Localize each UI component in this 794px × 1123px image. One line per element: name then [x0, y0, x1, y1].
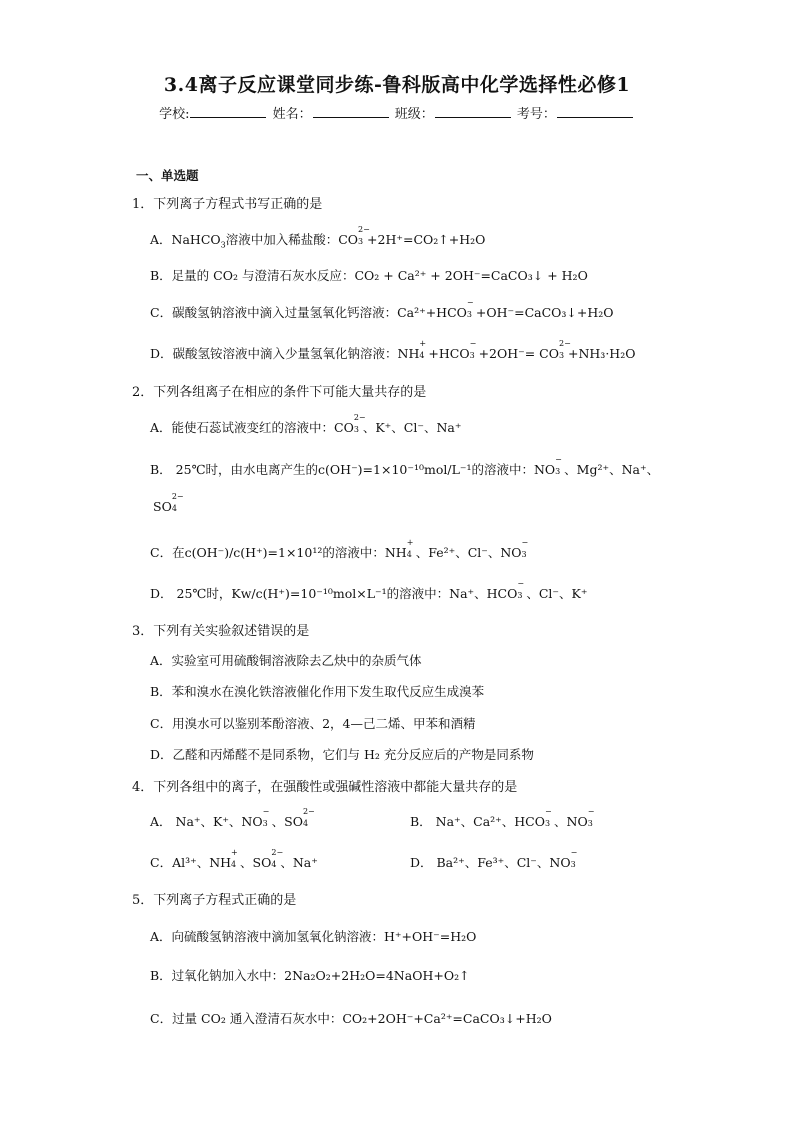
section-heading: 一、单选题: [136, 168, 199, 183]
question-4-option-d[interactable]: D． Ba²⁺、Fe³⁺、Cl⁻、NO − 3: [410, 848, 578, 870]
question-1-option-d[interactable]: D．碳酸氢铵溶液中滴入少量氢氧化钠溶液：NH + 4 +HCO − 3 +2OH⁻= CO 2− 3 +NH₃·H₂O: [150, 339, 636, 361]
question-2-option-a[interactable]: A．能使石蕊试液变红的溶液中：CO 2− 3 、K⁺、Cl⁻、Na⁺: [150, 413, 462, 435]
question-4-stem: 4．下列各组中的离子，在强酸性或强碱性溶液中都能大量共存的是: [132, 780, 518, 795]
question-5-stem: 5．下列离子方程式正确的是: [132, 893, 297, 908]
question-1-option-c[interactable]: C．碳酸氢钠溶液中滴入过量氢氧化钙溶液：Ca²⁺+HCO − 3 +OH⁻=CaCO₃↓+H₂O: [150, 298, 614, 320]
question-1-option-b[interactable]: B．足量的 CO₂ 与澄清石灰水反应：CO₂ + Ca²⁺ + 2OH⁻=CaCO₃↓ + H₂O: [150, 268, 588, 283]
question-2-option-b-line-2: SO 2− 4: [153, 492, 184, 514]
question-4-option-b[interactable]: B． Na⁺、Ca²⁺、HCO − 3 、NO − 3: [410, 807, 595, 829]
question-1-stem: 1．下列离子方程式书写正确的是: [132, 197, 323, 212]
question-4-option-c[interactable]: C．Al³⁺、NH + 4 、SO 2− 4 、Na⁺: [150, 848, 318, 870]
class-label: 班级：: [394, 107, 434, 122]
question-3-option-a[interactable]: A．实验室可用硫酸铜溶液除去乙炔中的杂质气体: [150, 653, 422, 668]
question-5-option-b[interactable]: B．过氧化钠加入水中：2Na₂O₂+2H₂O=4NaOH+O₂↑: [150, 968, 470, 983]
question-2-option-c[interactable]: C．在c(OH⁻)/c(H⁺)=1×10¹²的溶液中：NH + 4 、Fe²⁺、Cl⁻、NO − 3: [150, 538, 529, 560]
page-title: 3.4离子反应课堂同步练-鲁科版高中化学选择性必修1: [163, 74, 631, 96]
question-3-stem: 3．下列有关实验叙述错误的是: [132, 624, 310, 639]
question-2-stem: 2．下列各组离子在相应的条件下可能大量共存的是: [132, 385, 427, 400]
exam-number-field[interactable]: [557, 105, 633, 118]
exam-number-label: 考号：: [516, 107, 556, 122]
question-3-option-d[interactable]: D．乙醛和丙烯醛不是同系物，它们与 H₂ 充分反应后的产物是同系物: [150, 747, 534, 762]
question-2-option-d[interactable]: D． 25℃时，Kw/c(H⁺)=10⁻¹⁰mol×L⁻¹的溶液中：Na⁺、HCO − 3 、Cl⁻、K⁺: [150, 579, 588, 601]
question-3-option-b[interactable]: B．苯和溴水在溴化铁溶液催化作用下发生取代反应生成溴苯: [150, 684, 485, 699]
question-3-option-c[interactable]: C．用溴水可以鉴别苯酚溶液、2，4—己二烯、甲苯和酒精: [150, 716, 476, 731]
question-1-option-a[interactable]: A．NaHCO$_3$溶液中加入稀盐酸：CO 2− 3 +2H⁺=CO₂↑+H₂O: [150, 225, 486, 250]
class-field[interactable]: [435, 105, 511, 118]
school-label: 学校:: [159, 107, 190, 122]
question-5-option-a[interactable]: A．向硫酸氢钠溶液中滴加氢氧化钠溶液：H⁺+OH⁻=H₂O: [150, 929, 477, 944]
question-5-option-c[interactable]: C．过量 CO₂ 通入澄清石灰水中：CO₂+2OH⁻+Ca²⁺=CaCO₃↓+H₂O: [150, 1011, 552, 1026]
name-label: 姓名：: [272, 107, 312, 122]
question-2-option-b-line-1[interactable]: B． 25℃时，由水电离产生的c(OH⁻)=1×10⁻¹⁰mol/L⁻¹的溶液中：NO − 3 、Mg²⁺、Na⁺、: [150, 455, 660, 477]
student-info: [0, 103, 794, 122]
school-field[interactable]: [190, 105, 266, 118]
question-4-option-a[interactable]: A． Na⁺、K⁺、NO − 3 、SO 2− 4: [150, 807, 315, 829]
name-field[interactable]: [313, 105, 389, 118]
